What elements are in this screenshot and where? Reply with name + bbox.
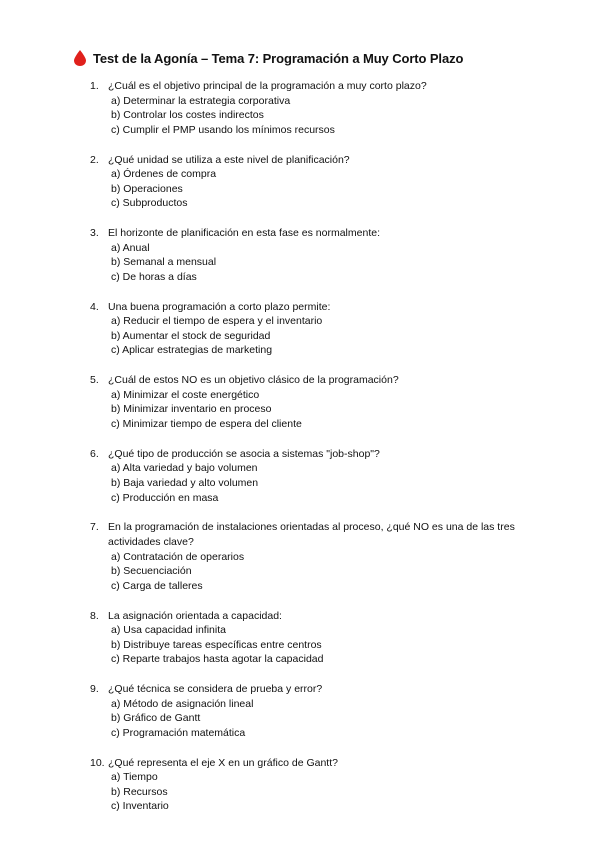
answer-option: b) Controlar los costes indirectos <box>111 109 264 122</box>
question-line <box>90 520 560 549</box>
title-row <box>74 50 463 66</box>
answer-option: c) De horas a días <box>111 270 197 283</box>
question-text: ¿Qué unidad se utiliza a este nivel de planificación? <box>108 153 350 166</box>
question-number: 3. <box>90 227 99 240</box>
question-3 <box>90 226 560 284</box>
answer-option: c) Aplicar estrategias de marketing <box>111 344 273 357</box>
question-text: La asignación orientada a capacidad: <box>108 609 282 622</box>
question-number: 10. <box>90 756 105 769</box>
answer-option: a) Método de asignación lineal <box>111 697 254 710</box>
answer-option: b) Recursos <box>111 785 168 798</box>
question-7 <box>90 520 560 593</box>
answer-option: a) Usa capacidad infinita <box>111 624 226 637</box>
question-6 <box>90 447 560 505</box>
answer-option: a) Minimizar el coste energético <box>111 388 260 401</box>
answer-option: a) Contratación de operarios <box>111 550 245 563</box>
answer-option: b) Aumentar el stock de seguridad <box>111 329 271 342</box>
question-number: 6. <box>90 447 99 460</box>
question-number: 8. <box>90 609 99 622</box>
question-9 <box>90 682 560 740</box>
question-number: 2. <box>90 153 99 166</box>
question-number: 5. <box>90 374 99 387</box>
answer-option: a) Tiempo <box>111 771 158 784</box>
question-10 <box>90 756 560 814</box>
question-text: ¿Qué técnica se considera de prueba y error? <box>108 683 323 696</box>
question-text: ¿Qué tipo de producción se asocia a sistemas "job-shop"? <box>108 447 380 460</box>
question-text: ¿Cuál de estos NO es un objetivo clásico de la programación? <box>108 374 399 387</box>
answer-option: b) Semanal a mensual <box>111 256 217 269</box>
question-number: 4. <box>90 300 99 313</box>
question-1 <box>90 79 560 137</box>
question-line <box>90 447 560 462</box>
question-number: 9. <box>90 683 99 696</box>
question-line <box>90 609 560 624</box>
question-2 <box>90 153 560 211</box>
question-line <box>90 756 560 771</box>
question-number: 7. <box>90 521 99 534</box>
question-line <box>90 373 560 388</box>
answer-option: b) Operaciones <box>111 182 183 195</box>
question-text: En la programación de instalaciones orientadas al proceso, ¿qué NO es una de las tres actividades clave? <box>108 521 515 548</box>
question-list <box>90 79 560 829</box>
question-line <box>90 300 560 315</box>
answer-option: a) Alta variedad y bajo volumen <box>111 462 258 475</box>
answer-option: c) Cumplir el PMP usando los mínimos recursos <box>111 123 335 136</box>
answer-option: a) Anual <box>111 241 150 254</box>
answer-option: b) Minimizar inventario en proceso <box>111 403 272 416</box>
question-5 <box>90 373 560 431</box>
question-text: ¿Cuál es el objetivo principal de la programación a muy corto plazo? <box>108 80 427 92</box>
answer-option: c) Subproductos <box>111 197 188 210</box>
answer-option: c) Inventario <box>111 800 169 813</box>
question-line <box>90 79 560 94</box>
answer-option: b) Gráfico de Gantt <box>111 712 201 725</box>
answer-option: a) Reducir el tiempo de espera y el inventario <box>111 315 323 328</box>
question-text: ¿Qué representa el eje X en un gráfico de Gantt? <box>108 756 338 769</box>
blood-drop-icon <box>74 50 86 66</box>
question-text: El horizonte de planificación en esta fase es normalmente: <box>108 227 380 240</box>
answer-option: a) Determinar la estrategia corporativa <box>111 94 291 107</box>
question-line <box>90 682 560 697</box>
answer-option: c) Reparte trabajos hasta agotar la capacidad <box>111 653 324 666</box>
question-text: Una buena programación a corto plazo permite: <box>108 300 331 313</box>
document-title: Test de la Agonía – Tema 7: Programación a Muy Corto Plazo <box>93 50 464 66</box>
question-8 <box>90 609 560 667</box>
answer-option: c) Minimizar tiempo de espera del cliente <box>111 418 302 431</box>
answer-option: c) Producción en masa <box>111 491 219 504</box>
answer-option: c) Programación matemática <box>111 726 246 739</box>
question-line <box>90 153 560 168</box>
answer-option: a) Órdenes de compra <box>111 168 217 181</box>
answer-option: b) Baja variedad y alto volumen <box>111 477 259 489</box>
question-number: 1. <box>90 80 99 92</box>
answer-option: b) Distribuye tareas específicas entre centros <box>111 638 322 651</box>
blood-drop-shape <box>74 50 86 66</box>
question-4 <box>90 300 560 358</box>
question-line <box>90 226 560 241</box>
answer-option: c) Carga de talleres <box>111 579 203 592</box>
answer-option: b) Secuenciación <box>111 565 192 578</box>
